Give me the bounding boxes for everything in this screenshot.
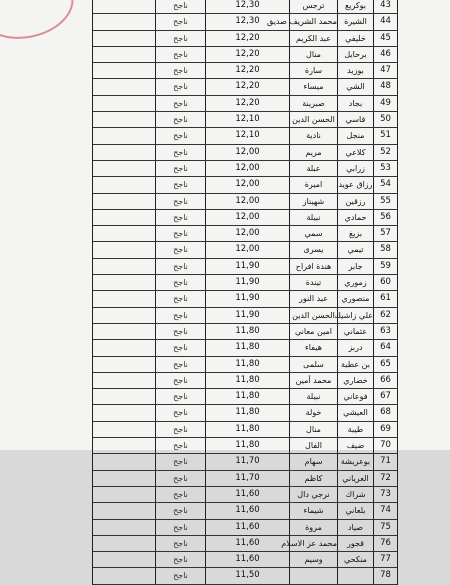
first-name-cell: محمد أمين <box>289 373 337 388</box>
row-number-cell: 68 <box>373 405 397 420</box>
last-name-cell: بوزيد <box>337 63 373 78</box>
result-cell: ناجح <box>155 357 205 372</box>
first-name-cell: خولة <box>289 405 337 420</box>
first-name-cell: محمد الشريف صديق <box>289 14 337 29</box>
grade-cell: 11,80 <box>205 324 289 339</box>
first-name-cell: نادية <box>289 128 337 143</box>
grade-cell: 11,80 <box>205 422 289 437</box>
first-name-cell: مروة <box>289 520 337 535</box>
table-row <box>93 503 397 519</box>
empty-cell <box>93 128 155 143</box>
row-number-cell: 51 <box>373 128 397 143</box>
last-name-cell: جابر <box>337 259 373 274</box>
last-name-cell: تيمي <box>337 242 373 257</box>
grade-cell: 12,00 <box>205 194 289 209</box>
table-row <box>93 520 397 536</box>
grade-cell: 12,00 <box>205 145 289 160</box>
empty-cell <box>93 194 155 209</box>
result-cell: ناجح <box>155 520 205 535</box>
result-cell: ناجح <box>155 96 205 111</box>
first-name-cell: ترجس <box>289 0 337 13</box>
first-name-cell: نرجي دال <box>289 487 337 502</box>
result-cell: ناجح <box>155 568 205 583</box>
table-row <box>93 210 397 226</box>
last-name-cell: العرياني <box>337 471 373 486</box>
empty-cell <box>93 324 155 339</box>
result-cell: ناجح <box>155 422 205 437</box>
table-row <box>93 275 397 291</box>
last-name-cell: بن عطية <box>337 357 373 372</box>
last-name-cell: خليفي <box>337 31 373 46</box>
grade-cell: 11,60 <box>205 487 289 502</box>
grade-cell: 11,90 <box>205 308 289 323</box>
table-row <box>93 79 397 95</box>
row-number-cell: 46 <box>373 47 397 62</box>
row-number-cell: 61 <box>373 291 397 306</box>
table-row <box>93 145 397 161</box>
first-name-cell: هندة افراح <box>289 259 337 274</box>
grade-cell: 12,20 <box>205 47 289 62</box>
last-name-cell: رزقين <box>337 194 373 209</box>
first-name-cell: عبد النور <box>289 291 337 306</box>
row-number-cell: 63 <box>373 324 397 339</box>
first-name-cell: هيفاء <box>289 340 337 355</box>
table-row <box>93 405 397 421</box>
row-number-cell: 64 <box>373 340 397 355</box>
empty-cell <box>93 96 155 111</box>
grade-cell: 12,00 <box>205 242 289 257</box>
row-number-cell: 55 <box>373 194 397 209</box>
result-cell: ناجح <box>155 291 205 306</box>
first-name-cell: منال <box>289 422 337 437</box>
first-name-cell: سارة <box>289 63 337 78</box>
first-name-cell: كاظم <box>289 471 337 486</box>
row-number-cell: 44 <box>373 14 397 29</box>
empty-cell <box>93 389 155 404</box>
empty-cell <box>93 405 155 420</box>
table-row <box>93 324 397 340</box>
empty-cell <box>93 471 155 486</box>
grade-cell: 12,20 <box>205 31 289 46</box>
last-name-cell: كلاعي <box>337 145 373 160</box>
table-row <box>93 536 397 552</box>
table-row <box>93 47 397 63</box>
result-cell: ناجح <box>155 503 205 518</box>
result-cell: ناجح <box>155 438 205 453</box>
table-row <box>93 112 397 128</box>
first-name-cell: محمد عز الاسلام <box>289 536 337 551</box>
first-name-cell: منال <box>289 47 337 62</box>
first-name-cell: يسرى <box>289 242 337 257</box>
empty-cell <box>93 259 155 274</box>
last-name-cell: منجل <box>337 128 373 143</box>
result-cell: ناجح <box>155 536 205 551</box>
first-name-cell: نبيلة <box>289 389 337 404</box>
row-number-cell: 60 <box>373 275 397 290</box>
first-name-cell: مريم <box>289 145 337 160</box>
first-name-cell: شيماء <box>289 503 337 518</box>
grade-cell: 12,10 <box>205 112 289 127</box>
last-name-cell: زموري <box>337 275 373 290</box>
last-name-cell: طيبة <box>337 422 373 437</box>
table-row <box>93 568 397 584</box>
last-name-cell: فوعاني <box>337 389 373 404</box>
last-name-cell: الشي <box>337 79 373 94</box>
result-cell: ناجح <box>155 308 205 323</box>
first-name-cell: سهام <box>289 454 337 469</box>
first-name-cell: ميساء <box>289 79 337 94</box>
empty-cell <box>93 357 155 372</box>
row-number-cell: 78 <box>373 568 397 583</box>
row-number-cell: 52 <box>373 145 397 160</box>
result-cell: ناجح <box>155 161 205 176</box>
table-row <box>93 194 397 210</box>
first-name-cell: سمي <box>289 226 337 241</box>
result-cell: ناجح <box>155 373 205 388</box>
result-cell: ناجح <box>155 145 205 160</box>
row-number-cell: 77 <box>373 552 397 567</box>
empty-cell <box>93 487 155 502</box>
table-row <box>93 96 397 112</box>
grade-cell: 11,60 <box>205 552 289 567</box>
empty-cell <box>93 14 155 29</box>
row-number-cell: 74 <box>373 503 397 518</box>
last-name-cell <box>337 568 373 583</box>
result-cell: ناجح <box>155 210 205 225</box>
first-name-cell: الحسن الدين <box>289 308 337 323</box>
last-name-cell: عثماني <box>337 324 373 339</box>
last-name-cell: منكحي <box>337 552 373 567</box>
grade-cell: 11,90 <box>205 259 289 274</box>
first-name-cell <box>289 568 337 583</box>
empty-cell <box>93 145 155 160</box>
table-row <box>93 471 397 487</box>
grade-cell: 11,60 <box>205 536 289 551</box>
grade-cell: 12,00 <box>205 161 289 176</box>
grade-cell: 11,60 <box>205 503 289 518</box>
red-stamp <box>0 0 80 47</box>
result-cell: ناجح <box>155 552 205 567</box>
row-number-cell: 49 <box>373 96 397 111</box>
result-cell: ناجح <box>155 226 205 241</box>
empty-cell <box>93 340 155 355</box>
result-cell: ناجح <box>155 14 205 29</box>
grade-cell: 11,80 <box>205 373 289 388</box>
row-number-cell: 72 <box>373 471 397 486</box>
table-row <box>93 128 397 144</box>
empty-cell <box>93 63 155 78</box>
empty-cell <box>93 161 155 176</box>
last-name-cell: بجاد <box>337 96 373 111</box>
result-cell: ناجح <box>155 242 205 257</box>
first-name-cell: تيندة <box>289 275 337 290</box>
table-row <box>93 422 397 438</box>
row-number-cell: 76 <box>373 536 397 551</box>
table-row <box>93 14 397 30</box>
grade-cell: 11,70 <box>205 471 289 486</box>
table-row <box>93 226 397 242</box>
grade-cell: 12,20 <box>205 79 289 94</box>
empty-cell <box>93 438 155 453</box>
row-number-cell: 67 <box>373 389 397 404</box>
grade-cell: 11,90 <box>205 275 289 290</box>
result-cell: ناجح <box>155 340 205 355</box>
grade-cell: 12,00 <box>205 210 289 225</box>
first-name-cell: نبيلة <box>289 210 337 225</box>
empty-cell <box>93 79 155 94</box>
row-number-cell: 57 <box>373 226 397 241</box>
grade-cell: 11,80 <box>205 340 289 355</box>
table-row <box>93 552 397 568</box>
result-cell: ناجح <box>155 471 205 486</box>
row-number-cell: 56 <box>373 210 397 225</box>
row-number-cell: 70 <box>373 438 397 453</box>
results-table <box>92 0 398 585</box>
last-name-cell: بلعاني <box>337 503 373 518</box>
row-number-cell: 43 <box>373 0 397 13</box>
empty-cell <box>93 503 155 518</box>
table-row <box>93 242 397 258</box>
empty-cell <box>93 422 155 437</box>
empty-cell <box>93 536 155 551</box>
row-number-cell: 45 <box>373 31 397 46</box>
table-row <box>93 340 397 356</box>
grade-cell: 11,80 <box>205 389 289 404</box>
empty-cell <box>93 308 155 323</box>
first-name-cell: سلمى <box>289 357 337 372</box>
first-name-cell: شهيناز <box>289 194 337 209</box>
table-row <box>93 308 397 324</box>
last-name-cell: منصوري <box>337 291 373 306</box>
empty-cell <box>93 242 155 257</box>
row-number-cell: 66 <box>373 373 397 388</box>
row-number-cell: 59 <box>373 259 397 274</box>
result-cell: ناجح <box>155 259 205 274</box>
table-row <box>93 259 397 275</box>
result-cell: ناجح <box>155 128 205 143</box>
table-row <box>93 291 397 307</box>
last-name-cell: قاسي <box>337 112 373 127</box>
grade-cell: 12,30 <box>205 14 289 29</box>
empty-cell <box>93 31 155 46</box>
empty-cell <box>93 0 155 13</box>
empty-cell <box>93 568 155 583</box>
table-row <box>93 357 397 373</box>
row-number-cell: 65 <box>373 357 397 372</box>
empty-cell <box>93 226 155 241</box>
empty-cell <box>93 454 155 469</box>
last-name-cell: شراك <box>337 487 373 502</box>
grade-cell: 12,10 <box>205 128 289 143</box>
first-name-cell: الحسن الدين <box>289 112 337 127</box>
empty-cell <box>93 275 155 290</box>
table-row <box>93 63 397 79</box>
result-cell: ناجح <box>155 194 205 209</box>
grade-cell: 11,80 <box>205 357 289 372</box>
empty-cell <box>93 552 155 567</box>
last-name-cell: قجور <box>337 536 373 551</box>
row-number-cell: 58 <box>373 242 397 257</box>
grade-cell: 12,30 <box>205 0 289 13</box>
result-cell: ناجح <box>155 0 205 13</box>
last-name-cell: زرابي <box>337 161 373 176</box>
last-name-cell: دربز <box>337 340 373 355</box>
last-name-cell: الشيرة <box>337 14 373 29</box>
result-cell: ناجح <box>155 405 205 420</box>
table-row <box>93 454 397 470</box>
grade-cell: 12,20 <box>205 96 289 111</box>
first-name-cell: عبلة <box>289 161 337 176</box>
empty-cell <box>93 210 155 225</box>
grade-cell: 11,50 <box>205 568 289 583</box>
result-cell: ناجح <box>155 275 205 290</box>
table-row <box>93 438 397 454</box>
row-number-cell: 75 <box>373 520 397 535</box>
table-row <box>93 389 397 405</box>
row-number-cell: 48 <box>373 79 397 94</box>
last-name-cell: علي زاشيك <box>337 308 373 323</box>
first-name-cell: صبرينة <box>289 96 337 111</box>
result-cell: ناجح <box>155 47 205 62</box>
result-cell: ناجح <box>155 324 205 339</box>
first-name-cell: وسيم <box>289 552 337 567</box>
grade-cell: 11,80 <box>205 405 289 420</box>
first-name-cell: امين معاني <box>289 324 337 339</box>
table-row <box>93 177 397 193</box>
row-number-cell: 71 <box>373 454 397 469</box>
first-name-cell: اميرة <box>289 177 337 192</box>
result-cell: ناجح <box>155 31 205 46</box>
row-number-cell: 53 <box>373 161 397 176</box>
last-name-cell: برحايل <box>337 47 373 62</box>
grade-cell: 12,00 <box>205 226 289 241</box>
last-name-cell: بوكريع <box>337 0 373 13</box>
last-name-cell: ضيف <box>337 438 373 453</box>
last-name-cell: بوعريشة <box>337 454 373 469</box>
row-number-cell: 47 <box>373 63 397 78</box>
last-name-cell: بزيغ <box>337 226 373 241</box>
grade-cell: 11,70 <box>205 454 289 469</box>
result-cell: ناجح <box>155 454 205 469</box>
empty-cell <box>93 373 155 388</box>
last-name-cell: حمادي <box>337 210 373 225</box>
last-name-cell: رزاق عويد <box>337 177 373 192</box>
row-number-cell: 62 <box>373 308 397 323</box>
empty-cell <box>93 520 155 535</box>
last-name-cell: صياد <box>337 520 373 535</box>
row-number-cell: 69 <box>373 422 397 437</box>
first-name-cell: عبد الكريم <box>289 31 337 46</box>
table-row <box>93 161 397 177</box>
grade-cell: 12,00 <box>205 177 289 192</box>
table-row <box>93 0 397 14</box>
row-number-cell: 73 <box>373 487 397 502</box>
table-row <box>93 31 397 47</box>
empty-cell <box>93 177 155 192</box>
result-cell: ناجح <box>155 389 205 404</box>
empty-cell <box>93 47 155 62</box>
first-name-cell: الفال <box>289 438 337 453</box>
row-number-cell: 50 <box>373 112 397 127</box>
row-number-cell: 54 <box>373 177 397 192</box>
grade-cell: 11,80 <box>205 438 289 453</box>
table-row <box>93 487 397 503</box>
table-row <box>93 373 397 389</box>
grade-cell: 11,60 <box>205 520 289 535</box>
empty-cell <box>93 291 155 306</box>
grade-cell: 12,20 <box>205 63 289 78</box>
result-cell: ناجح <box>155 63 205 78</box>
last-name-cell: العيشي <box>337 405 373 420</box>
empty-cell <box>93 112 155 127</box>
result-cell: ناجح <box>155 177 205 192</box>
grade-cell: 11,90 <box>205 291 289 306</box>
result-cell: ناجح <box>155 79 205 94</box>
result-cell: ناجح <box>155 487 205 502</box>
last-name-cell: خضاري <box>337 373 373 388</box>
result-cell: ناجح <box>155 112 205 127</box>
